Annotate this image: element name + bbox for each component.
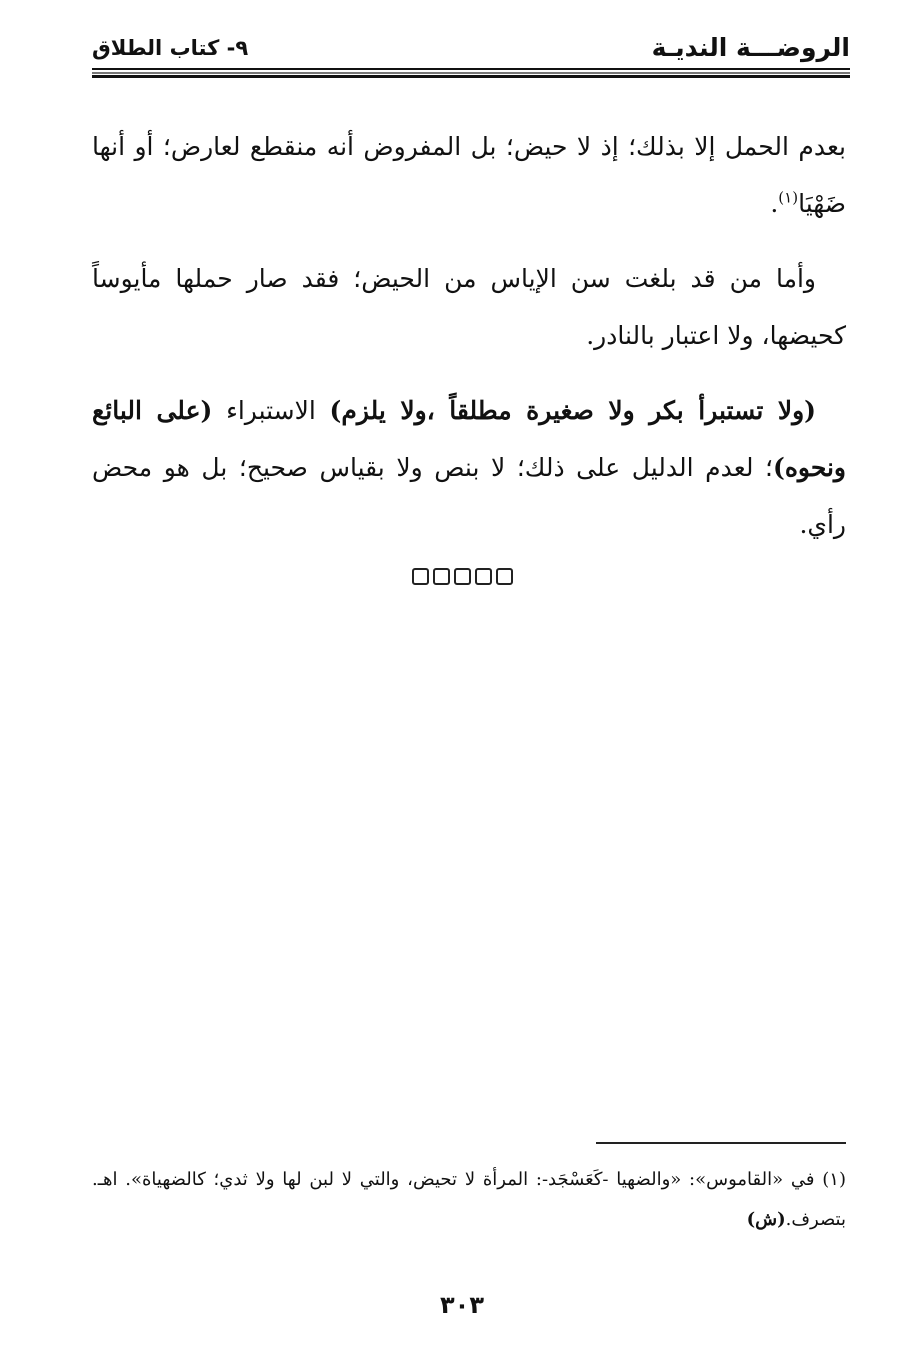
separator-square-icon bbox=[433, 568, 450, 585]
footnote-rule bbox=[596, 1142, 846, 1144]
footnote-signature: (ش) bbox=[746, 1209, 786, 1230]
chapter-title: ٩- كتاب الطلاق bbox=[92, 36, 249, 60]
paragraph-1-text: بعدم الحمل إلا بذلك؛ إذ لا حيض؛ بل المفروض أنه منقطع لعارض؛ أو أنها ضَهْيَا bbox=[92, 132, 846, 218]
separator-square-icon bbox=[496, 568, 513, 585]
commentary-text-2: ؛ لعدم الدليل على ذلك؛ لا بنص ولا بقياس صحيح؛ بل هو محض رأي. bbox=[92, 453, 846, 539]
footnote-reference: (١) bbox=[778, 188, 799, 207]
commentary-text-1: الاستبراء bbox=[212, 396, 330, 425]
paragraph-1-end: . bbox=[770, 189, 779, 218]
header-rule bbox=[92, 68, 850, 78]
page-number: ٣٠٣ bbox=[440, 1291, 484, 1319]
matn-text-2: (على البائع ونحوه) bbox=[92, 396, 846, 482]
section-separator bbox=[0, 568, 924, 585]
footnote bbox=[92, 1160, 846, 1240]
separator-square-icon bbox=[454, 568, 471, 585]
matn-text-1: (ولا تستبرأ بكر ولا صغيرة مطلقاً ،ولا يلزم) bbox=[329, 396, 816, 425]
paragraph-1 bbox=[92, 118, 846, 232]
running-header bbox=[92, 30, 850, 70]
footnote-text bbox=[92, 1160, 846, 1240]
separator-square-icon bbox=[412, 568, 429, 585]
footnote-line: (١) في «القاموس»: «والضهيا -كَعَسْجَد-: المرأة لا تحيض، والتي لا لبن لها ولا ثدي؛ كالضهياة». اهـ. بتصرف. bbox=[92, 1169, 846, 1230]
paragraph-3 bbox=[92, 382, 846, 553]
book-title: الروضـــة النديـة bbox=[651, 33, 850, 62]
paragraph-2: وأما من قد بلغت سن الإياس من الحيض؛ فقد صار حملها مأيوساً كحيضها، ولا اعتبار بالنادر. bbox=[92, 264, 846, 350]
body-text bbox=[92, 118, 846, 571]
separator-square-icon bbox=[475, 568, 492, 585]
